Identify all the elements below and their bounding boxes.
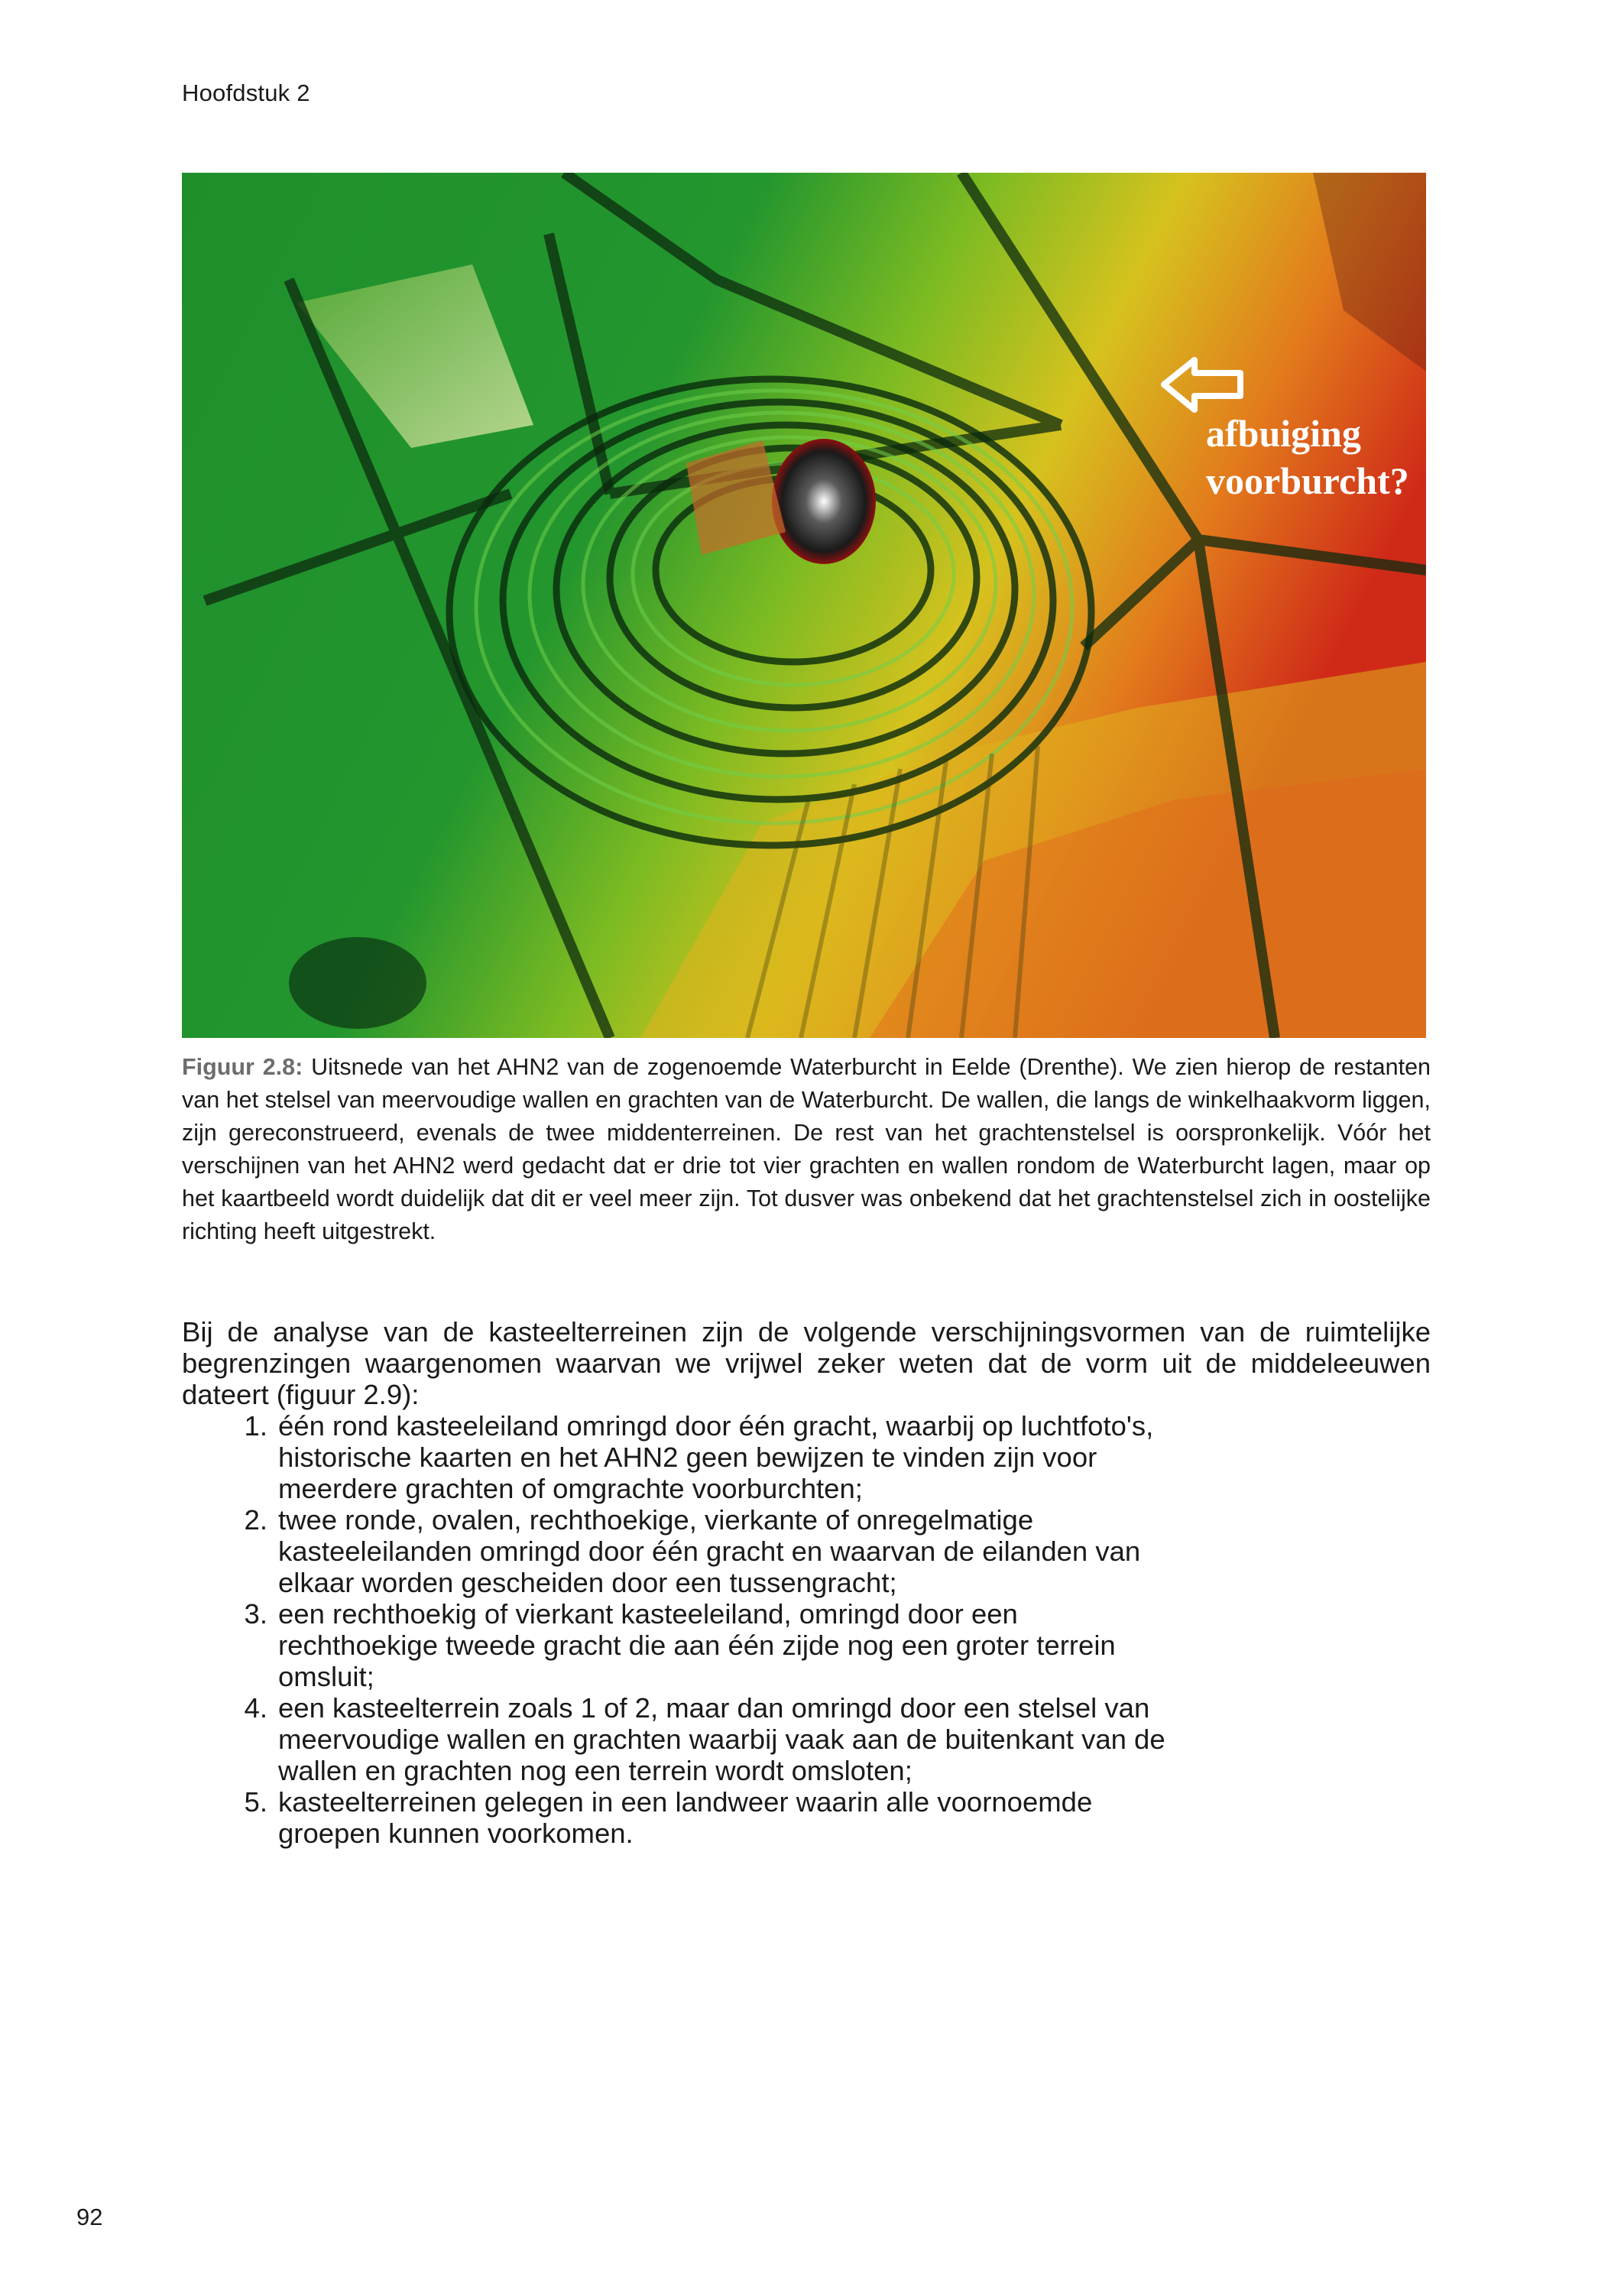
ahn2-elevation-map: [182, 173, 1426, 1038]
annotation-label-line1: afbuiging: [1206, 412, 1361, 455]
list-item: [182, 1410, 1431, 1504]
list-item-number: 1.: [244, 1410, 267, 1442]
annotation-label-line2: voorburcht?: [1206, 459, 1409, 502]
list-item-text: een rechthoekig of vierkant kasteeleiland, omringd door een rechthoekige tweede gracht die aan één zijde nog een groter terrein omsluit;: [278, 1598, 1116, 1692]
list-item-number: 5.: [244, 1786, 267, 1818]
list-item-text: twee ronde, ovalen, rechthoekige, vierkante of onregelmatige kasteeleilanden omringd door één gracht en waarvan de eilanden van elkaar worden gescheiden door een tussengracht;: [278, 1504, 1141, 1598]
elevation-map-graphic: [182, 173, 1426, 1038]
list-item: [182, 1786, 1431, 1849]
page-number: 92: [76, 2204, 103, 2230]
list-item: [182, 1598, 1431, 1692]
running-title: Hoofdstuk 2: [182, 79, 310, 106]
appearance-forms-list: [182, 1410, 1431, 1849]
list-item: [182, 1692, 1431, 1786]
caption-label: Figuur 2.8:: [182, 1054, 303, 1080]
list-item-number: 2.: [244, 1504, 267, 1536]
intro-paragraph: Bij de analyse van de kasteelterreinen zijn de volgende verschijningsvormen van de ruimtelijke begrenzingen waargenomen waarvan we vrijwel zeker weten dat de vorm uit de middeleeuwen dateert (figuur 2.9):: [182, 1316, 1431, 1410]
list-item: [182, 1504, 1431, 1598]
list-item-text: kasteelterreinen gelegen in een landweer waarin alle voornoemde groepen kunnen voorkomen.: [278, 1786, 1093, 1849]
list-item-text: één rond kasteeleiland omringd door één gracht, waarbij op luchtfoto's, historische kaarten en het AHN2 geen bewijzen te vinden zijn voor meerdere grachten of omgrachte voorburchten;: [278, 1410, 1154, 1504]
list-item-number: 3.: [244, 1598, 267, 1630]
figure-caption: [182, 1051, 1431, 1248]
body-text: [182, 1316, 1431, 1849]
caption-text: Uitsnede van het AHN2 van de zogenoemde Waterburcht in Eelde (Drenthe). We zien hierop de restanten van het stelsel van meervoudige wallen en grachten van de Waterburcht. De wallen, die langs de winkelhaakvorm liggen, zijn gereconstrueerd, evenals de twee middenterreinen. De rest van het grachtenstelsel is oorspronkelijk. Vóór het verschijnen van het AHN2 werd gedacht dat er drie tot vier grachten en wallen rondom de Waterburcht lagen, maar op het kaartbeeld wordt duidelijk dat dit er veel meer zijn. Tot dusver was onbekend dat het grachtenstelsel zich in oostelijke richting heeft uitgestrekt.: [182, 1054, 1431, 1244]
list-item-number: 4.: [244, 1692, 267, 1724]
list-item-text: een kasteelterrein zoals 1 of 2, maar dan omringd door een stelsel van meervoudige wallen en grachten waarbij vaak aan de buitenkant van de wallen en grachten nog een terrein wordt omsloten;: [278, 1692, 1165, 1786]
